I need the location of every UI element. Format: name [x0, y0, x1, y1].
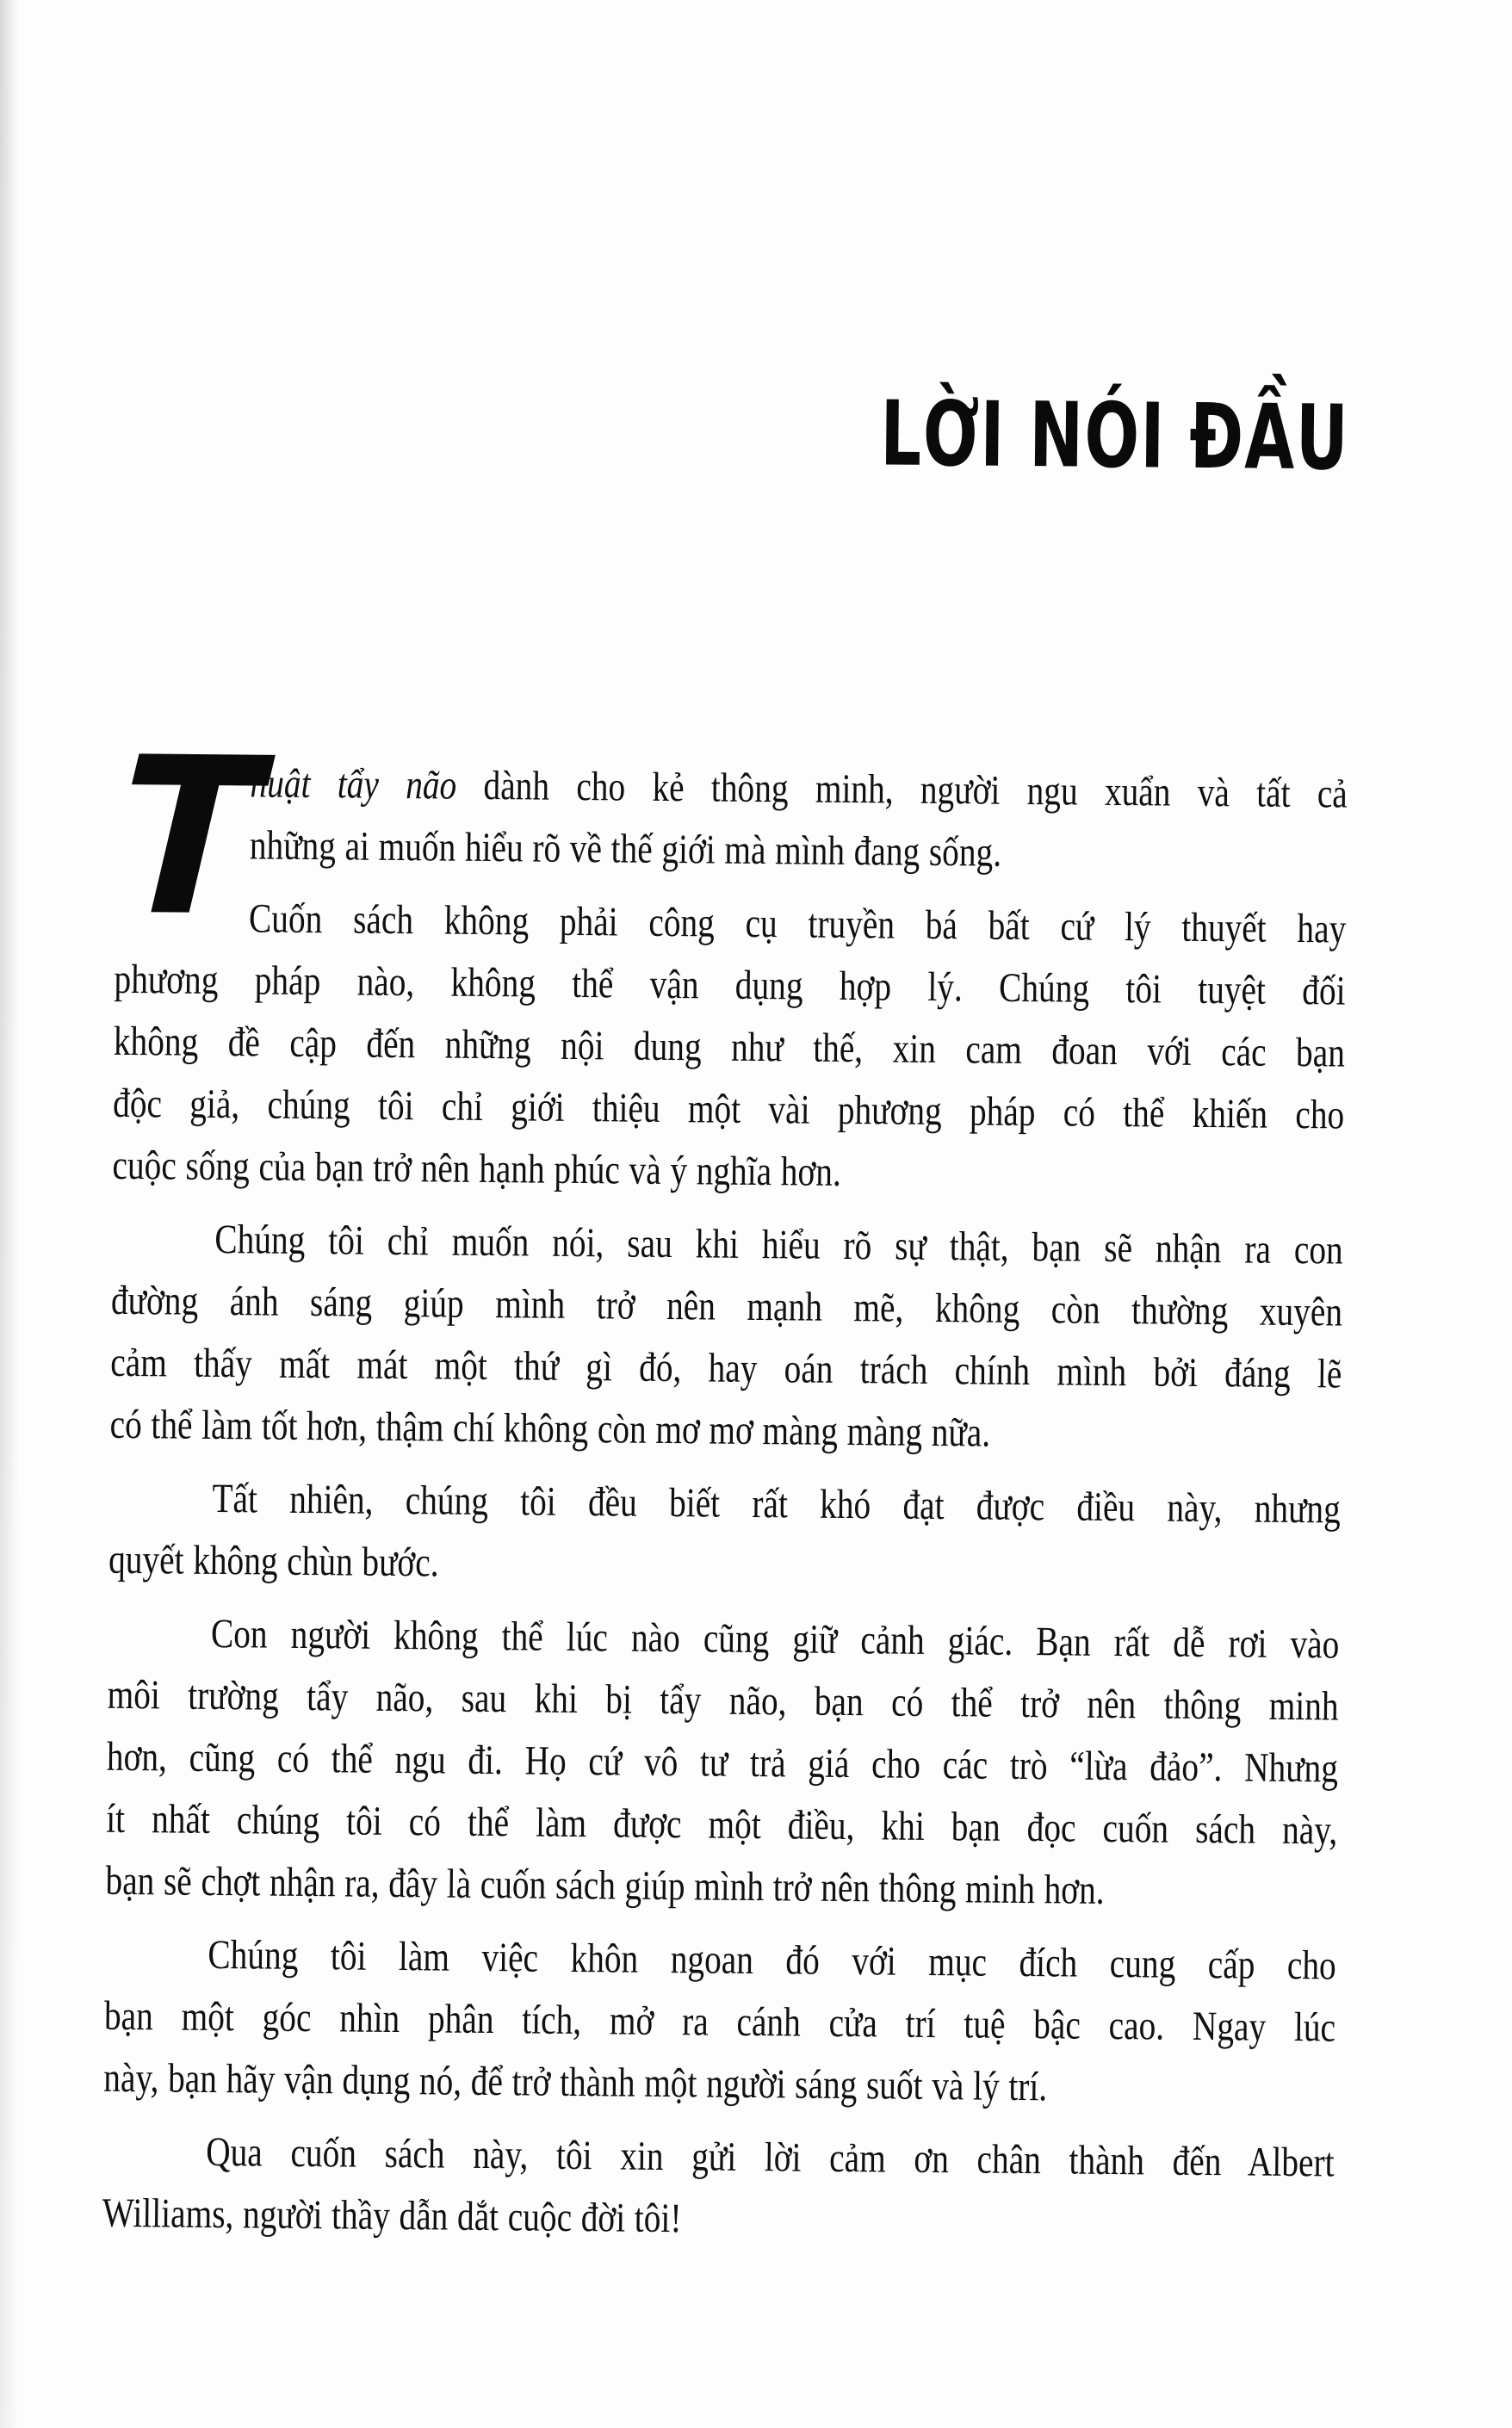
body-line: bạn sẽ chợt nhận ra, đây là cuốn sách giúp mình trở nên thông minh hơn. — [105, 1857, 1105, 1913]
chapter-title: LỜI NÓI ĐẦU — [879, 381, 1350, 491]
body-line: bạn một góc nhìn phân tích, mở ra cánh cửa trí tuệ bậc cao. Ngay lúc — [103, 1992, 1336, 2051]
body-line: Con người không thể lúc nào cũng giữ cảnh giác. Bạn rất dễ rơi vào — [210, 1610, 1340, 1668]
lead-rest: dành cho kẻ thông minh, người ngu xuẩn và tất cả — [456, 762, 1348, 817]
body-line: Tất nhiên, chúng tôi đều biết rất khó đạt được điều này, nhưng — [212, 1475, 1342, 1533]
body-line: này, bạn hãy vận dụng nó, để trở thành một người sáng suốt và lý trí. — [103, 2054, 1048, 2110]
body-line: không đề cập đến những nội dung như thế, xin cam đoan với các bạn — [113, 1018, 1346, 1076]
body-line: quyết không chùn bước. — [108, 1536, 439, 1586]
body-line: Chúng tôi làm việc khôn ngoan đó với mục đích cung cấp cho — [208, 1931, 1336, 1989]
body-line: hơn, cũng có thể ngu đi. Họ cứ vô tư trả giá cho các trò “lừa đảo”. Nhưng — [106, 1733, 1339, 1792]
body-line: môi trường tẩy não, sau khi bị tẩy não, bạn có thể trở nên thông minh — [107, 1671, 1339, 1730]
body-text — [102, 710, 1348, 2257]
body-line: phương pháp nào, không thể vận dụng hợp lý. Chúng tôi tuyệt đối — [114, 956, 1346, 1014]
body-line: độc giả, chúng tôi chỉ giới thiệu một vài phương pháp có thể khiến cho — [112, 1080, 1345, 1138]
body-line: Cuốn sách không phải công cụ truyền bá bất cứ lý thuyết hay — [248, 895, 1347, 952]
body-line: cuộc sống của bạn trở nên hạnh phúc và ý nghĩa hơn. — [112, 1142, 842, 1195]
drop-cap — [112, 710, 264, 965]
body-line: Chúng tôi chỉ muốn nói, sau khi hiểu rõ sự thật, bạn sẽ nhận ra con — [214, 1216, 1343, 1273]
body-line: Qua cuốn sách này, tôi xin gửi lời cảm ơn chân thành đến Albert — [205, 2128, 1335, 2186]
body-line: đường ánh sáng giúp mình trở nên mạnh mẽ, không còn thường xuyên — [110, 1277, 1343, 1335]
lead-italic-phrase: huật tẩy não — [250, 760, 457, 808]
chapter-title-wrap — [697, 381, 1350, 491]
drop-cap-letter: T — [112, 710, 264, 965]
body-line: những ai muốn hiểu rõ về thế giới mà mình đang sống. — [249, 822, 1002, 876]
body-line: cảm thấy mất mát một thứ gì đó, hay oán trách chính mình bởi đáng lẽ — [110, 1339, 1342, 1397]
body-line: có thể làm tốt hơn, thậm chí không còn mơ mơ màng màng nữa. — [109, 1401, 991, 1456]
body-line — [115, 752, 1348, 826]
body-line: Williams, người thầy dẫn dắt cuộc đời tôi! — [102, 2190, 682, 2242]
body-line: ít nhất chúng tôi có thể làm được một điều, khi bạn đọc cuốn sách này, — [105, 1795, 1338, 1854]
